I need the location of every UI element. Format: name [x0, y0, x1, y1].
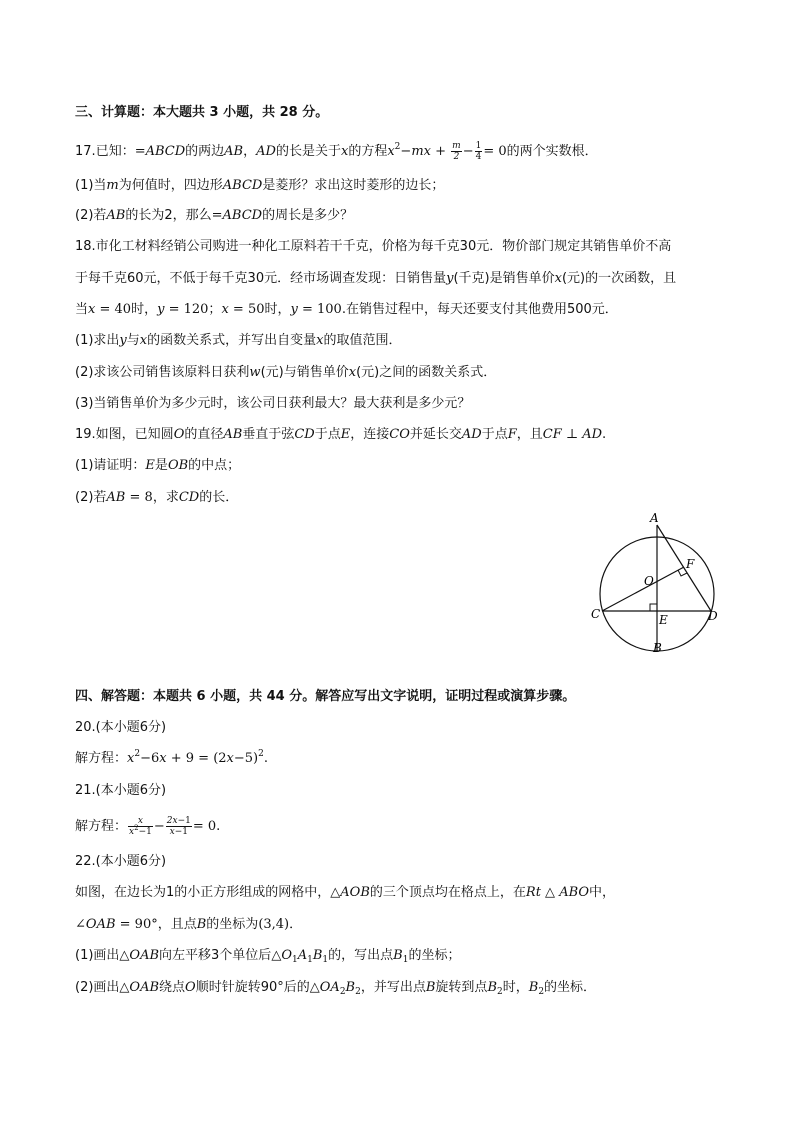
- label-d: D: [708, 609, 718, 623]
- q22-part1: (1)画出△OAB向左平移3个单位后$\triangle O_1A_1B_1$的，写出点$B_1$的坐标；: [75, 948, 461, 965]
- right-angle-e: [650, 604, 657, 611]
- q19-part1: (1)请证明：E是OB的中点；: [75, 458, 241, 473]
- label-e: E: [659, 613, 668, 627]
- label-a: A: [650, 511, 659, 525]
- q18-part1: (1)求出y与x的函数关系式，并写出自变量x的取值范围．: [75, 333, 402, 348]
- circle-geometry-figure: [588, 508, 724, 658]
- q19-stem: 19.如图，已知圆O的直径AB垂直于弦CD于点E，连接CO并延长交AD于点F，且CF ⊥ AD.: [75, 427, 607, 442]
- q18-part2: (2)求该公司销售该原料日获利w(元)与销售单价x(元)之间的函数关系式．: [75, 365, 497, 380]
- q21-equation: 解方程： $\frac{x}{x^2-1}$ − $\frac{2x-1}{x-1}$ = 0.: [75, 816, 221, 837]
- q22-stem-line1: 如图，在边长为1的小正方形组成的网格中，△AOB的三个顶点均在格点上，在Rt △ ABO中，: [75, 885, 616, 900]
- q17-stem: 17.已知：=ABCD的两边AB，AD的长是关于x的方程$x^2-mx$ + $\frac{m}{2}$ − $\frac{1}{4}$ = 0的两个实数根．: [75, 141, 598, 162]
- label-b: B: [653, 641, 662, 655]
- label-c: C: [591, 607, 601, 621]
- q17-part1: (1)当m为何值时，四边形ABCD是菱形？求出这时菱形的边长；: [75, 178, 445, 193]
- q18-line3: 当x = 40时，y = 120；x = 50时，y = 100.在销售过程中，每天还要支付其他费用500元．: [75, 302, 618, 317]
- line-cf: [602, 567, 684, 611]
- section-4-title: 四、解答题：本题共 6 小题，共 44 分。解答应写出文字说明，证明过程或演算步骤。: [75, 689, 576, 704]
- q21-header: 21.(本小题6分): [75, 783, 167, 798]
- q18-part3: (3)当销售单价为多少元时，该公司日获利最大？最大获利是多少元？: [75, 396, 471, 411]
- q17-part2: (2)若AB的长为2，那么=ABCD的周长是多少？: [75, 208, 354, 223]
- q22-stem-line2: ∠OAB = 90°，且点B的坐标为(3,4)．: [75, 917, 303, 932]
- label-f: F: [686, 557, 695, 571]
- q20-equation: 解方程：$x^2-6x + 9 = (2x-5)^2$.: [75, 749, 269, 766]
- line-ad: [657, 525, 711, 611]
- q20-header: 20.(本小题6分): [75, 720, 167, 735]
- section-3-title: 三、计算题：本大题共 3 小题，共 28 分。: [75, 105, 329, 120]
- q18-line2: 于每千克60元，不低于每千克30元．经市场调查发现：日销售量y(千克)是销售单价x(元)的一次函数，且: [75, 271, 677, 286]
- q18-line1: 18.市化工材料经销公司购进一种化工原料若干千克，价格为每千克30元．物价部门规定其销售单价不高: [75, 239, 672, 254]
- q19-part2: (2)若AB = 8，求CD的长．: [75, 490, 239, 505]
- q22-header: 22.(本小题6分): [75, 854, 167, 869]
- q22-part2: (2)画出△OAB绕点O顺时针旋转90°后的$\triangle OA_2B_2$，并写出点B旋转到点$B_2$时，$B_2$的坐标．: [75, 980, 597, 997]
- label-o: O: [644, 574, 654, 588]
